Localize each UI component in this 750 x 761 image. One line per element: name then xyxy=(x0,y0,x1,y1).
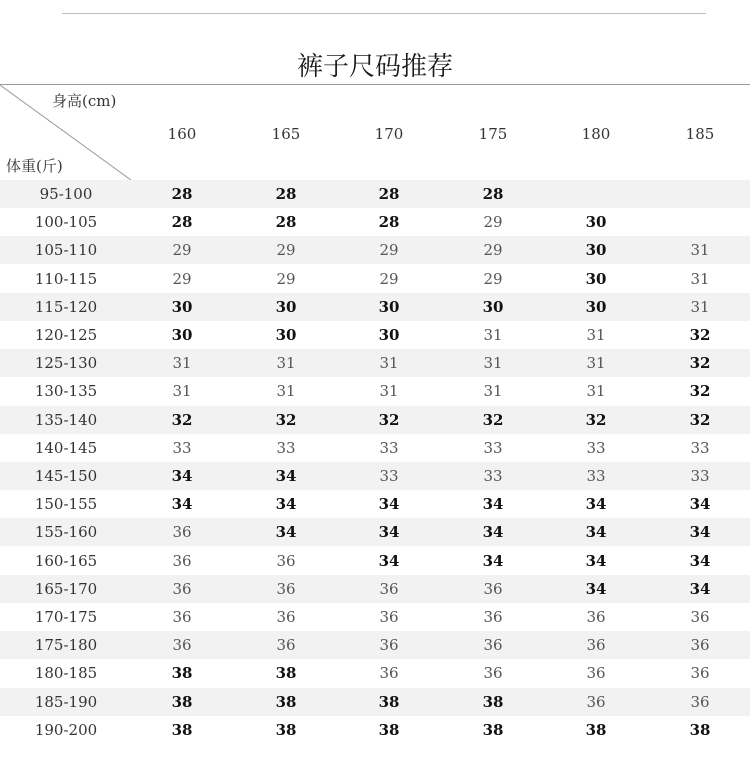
table-row xyxy=(0,575,750,603)
size-cell: 36 xyxy=(276,608,296,626)
size-cell: 31 xyxy=(172,382,192,401)
table-row xyxy=(0,236,750,264)
size-cell: 36 xyxy=(483,608,503,626)
size-cell: 38 xyxy=(378,692,400,711)
table-row xyxy=(0,434,750,462)
weight-range-cell: 165-170 xyxy=(34,579,98,598)
size-cell: 31 xyxy=(483,382,503,401)
size-cell: 30 xyxy=(378,326,400,344)
table-row xyxy=(0,603,750,631)
size-cell: 36 xyxy=(379,608,399,626)
size-cell: 38 xyxy=(171,692,193,711)
size-cell: 38 xyxy=(171,664,193,683)
size-cell: 28 xyxy=(378,213,400,232)
size-cell: 31 xyxy=(690,297,710,316)
size-cell: 32 xyxy=(689,354,711,373)
table-row xyxy=(0,349,750,377)
size-cell: 31 xyxy=(586,382,606,401)
height-column-header: 170 xyxy=(374,125,404,143)
height-column-header: 180 xyxy=(581,125,611,143)
size-cell: 31 xyxy=(690,269,710,288)
size-cell: 36 xyxy=(483,579,503,598)
size-cell: 31 xyxy=(690,241,710,260)
size-cell: 38 xyxy=(482,692,504,711)
size-cell: 31 xyxy=(483,326,503,344)
size-cell: 34 xyxy=(689,551,711,570)
weight-range-cell: 120-125 xyxy=(34,326,98,344)
size-cell: 30 xyxy=(585,269,607,288)
weight-range-cell: 115-120 xyxy=(34,297,98,316)
size-cell: 38 xyxy=(275,720,297,739)
weight-range-cell: 180-185 xyxy=(34,664,98,683)
table-row xyxy=(0,180,750,208)
size-cell: 34 xyxy=(585,579,607,598)
weight-range-cell: 145-150 xyxy=(34,467,98,485)
size-cell: 34 xyxy=(585,551,607,570)
table-row xyxy=(0,659,750,687)
size-cell: 33 xyxy=(690,467,710,485)
size-cell: 29 xyxy=(483,241,503,260)
weight-range-cell: 190-200 xyxy=(34,720,98,739)
size-cell: 34 xyxy=(689,579,711,598)
size-cell: 31 xyxy=(172,354,192,373)
size-cell: 28 xyxy=(171,185,193,203)
size-cell: 28 xyxy=(275,213,297,232)
weight-range-cell: 140-145 xyxy=(34,438,98,457)
size-cell: 29 xyxy=(483,213,503,232)
size-cell: 30 xyxy=(482,297,504,316)
size-cell: 32 xyxy=(689,326,711,344)
size-cell: 36 xyxy=(276,636,296,655)
size-cell: 34 xyxy=(378,551,400,570)
size-cell: 34 xyxy=(275,495,297,514)
size-cell: 29 xyxy=(172,269,192,288)
size-cell: 38 xyxy=(275,692,297,711)
table-row xyxy=(0,293,750,321)
size-cell: 34 xyxy=(171,495,193,514)
weight-range-cell: 160-165 xyxy=(34,551,98,570)
size-cell: 34 xyxy=(482,523,504,542)
size-cell: 30 xyxy=(378,297,400,316)
size-cell: 36 xyxy=(172,608,192,626)
size-cell: 36 xyxy=(586,692,606,711)
size-cell: 38 xyxy=(275,664,297,683)
size-cell: 28 xyxy=(482,185,504,203)
size-cell: 34 xyxy=(275,523,297,542)
size-cell: 32 xyxy=(275,410,297,429)
size-cell: 34 xyxy=(689,523,711,542)
size-cell: 38 xyxy=(171,720,193,739)
weight-range-cell: 105-110 xyxy=(34,241,98,260)
size-cell: 30 xyxy=(585,241,607,260)
size-cell: 36 xyxy=(586,636,606,655)
size-cell: 33 xyxy=(379,438,399,457)
weight-range-cell: 100-105 xyxy=(34,213,98,232)
size-cell: 33 xyxy=(690,438,710,457)
size-cell: 32 xyxy=(482,410,504,429)
table-row xyxy=(0,208,750,236)
size-cell: 31 xyxy=(276,354,296,373)
size-cell: 31 xyxy=(483,354,503,373)
size-cell: 31 xyxy=(379,354,399,373)
size-cell: 30 xyxy=(585,213,607,232)
size-cell: 31 xyxy=(276,382,296,401)
size-cell: 36 xyxy=(690,664,710,683)
table-row xyxy=(0,490,750,518)
height-axis-label: 身高(cm) xyxy=(52,92,117,110)
table-row xyxy=(0,688,750,716)
table-row xyxy=(0,518,750,546)
size-cell: 36 xyxy=(276,579,296,598)
size-cell: 29 xyxy=(483,269,503,288)
size-cell: 32 xyxy=(585,410,607,429)
size-cell: 33 xyxy=(483,438,503,457)
size-cell: 38 xyxy=(585,720,607,739)
size-cell: 32 xyxy=(171,410,193,429)
size-cell: 31 xyxy=(586,354,606,373)
height-column-header: 175 xyxy=(478,125,508,143)
size-cell: 30 xyxy=(275,297,297,316)
size-cell: 36 xyxy=(483,636,503,655)
table-row xyxy=(0,321,750,349)
size-cell: 32 xyxy=(689,382,711,401)
size-cell: 36 xyxy=(586,664,606,683)
size-cell: 30 xyxy=(171,297,193,316)
size-cell: 29 xyxy=(276,241,296,260)
size-cell: 30 xyxy=(585,297,607,316)
weight-range-cell: 125-130 xyxy=(34,354,98,373)
weight-axis-label: 体重(斤) xyxy=(6,157,63,175)
size-cell: 34 xyxy=(689,495,711,514)
height-column-header: 165 xyxy=(271,125,301,143)
size-cell: 34 xyxy=(482,495,504,514)
size-cell: 30 xyxy=(275,326,297,344)
size-cell: 36 xyxy=(379,636,399,655)
size-cell: 34 xyxy=(171,467,193,485)
size-cell: 36 xyxy=(690,608,710,626)
size-cell: 33 xyxy=(586,438,606,457)
size-cell: 34 xyxy=(378,523,400,542)
size-cell: 32 xyxy=(378,410,400,429)
table-header xyxy=(0,84,750,181)
weight-range-cell: 155-160 xyxy=(34,523,98,542)
size-cell: 36 xyxy=(172,523,192,542)
weight-range-cell: 150-155 xyxy=(34,495,98,514)
weight-range-cell: 185-190 xyxy=(34,692,98,711)
table-row xyxy=(0,377,750,405)
weight-range-cell: 110-115 xyxy=(34,269,98,288)
size-cell: 30 xyxy=(171,326,193,344)
size-cell: 28 xyxy=(275,185,297,203)
size-cell: 29 xyxy=(379,241,399,260)
size-cell: 28 xyxy=(378,185,400,203)
size-cell: 38 xyxy=(689,720,711,739)
size-cell: 29 xyxy=(172,241,192,260)
size-cell: 31 xyxy=(586,326,606,344)
height-column-header: 160 xyxy=(167,125,197,143)
size-cell: 28 xyxy=(171,213,193,232)
table-row xyxy=(0,265,750,293)
size-cell: 34 xyxy=(585,523,607,542)
weight-range-cell: 95-100 xyxy=(39,185,93,203)
table-row xyxy=(0,462,750,490)
size-cell: 29 xyxy=(379,269,399,288)
size-cell: 36 xyxy=(690,636,710,655)
size-cell: 33 xyxy=(483,467,503,485)
size-cell: 29 xyxy=(276,269,296,288)
size-cell: 38 xyxy=(378,720,400,739)
weight-range-cell: 130-135 xyxy=(34,382,98,401)
size-cell: 36 xyxy=(172,579,192,598)
size-cell: 36 xyxy=(172,636,192,655)
size-cell: 34 xyxy=(378,495,400,514)
table-row xyxy=(0,547,750,575)
size-cell: 34 xyxy=(275,467,297,485)
page-title: 裤子尺码推荐 xyxy=(296,52,453,82)
height-column-header: 185 xyxy=(685,125,715,143)
size-cell: 34 xyxy=(482,551,504,570)
weight-range-cell: 175-180 xyxy=(34,636,98,655)
size-cell: 36 xyxy=(172,551,192,570)
size-cell: 36 xyxy=(276,551,296,570)
size-cell: 36 xyxy=(379,579,399,598)
top-divider xyxy=(62,13,706,14)
size-cell: 33 xyxy=(172,438,192,457)
size-cell: 34 xyxy=(585,495,607,514)
table-row xyxy=(0,631,750,659)
size-cell: 36 xyxy=(586,608,606,626)
size-cell: 36 xyxy=(690,692,710,711)
size-cell: 36 xyxy=(483,664,503,683)
size-cell: 32 xyxy=(689,410,711,429)
size-cell: 38 xyxy=(482,720,504,739)
weight-range-cell: 135-140 xyxy=(34,410,98,429)
size-cell: 33 xyxy=(586,467,606,485)
size-cell: 33 xyxy=(276,438,296,457)
size-cell: 36 xyxy=(379,664,399,683)
size-cell: 31 xyxy=(379,382,399,401)
table-row xyxy=(0,716,750,744)
table-row xyxy=(0,406,750,434)
size-cell: 33 xyxy=(379,467,399,485)
weight-range-cell: 170-175 xyxy=(34,608,98,626)
